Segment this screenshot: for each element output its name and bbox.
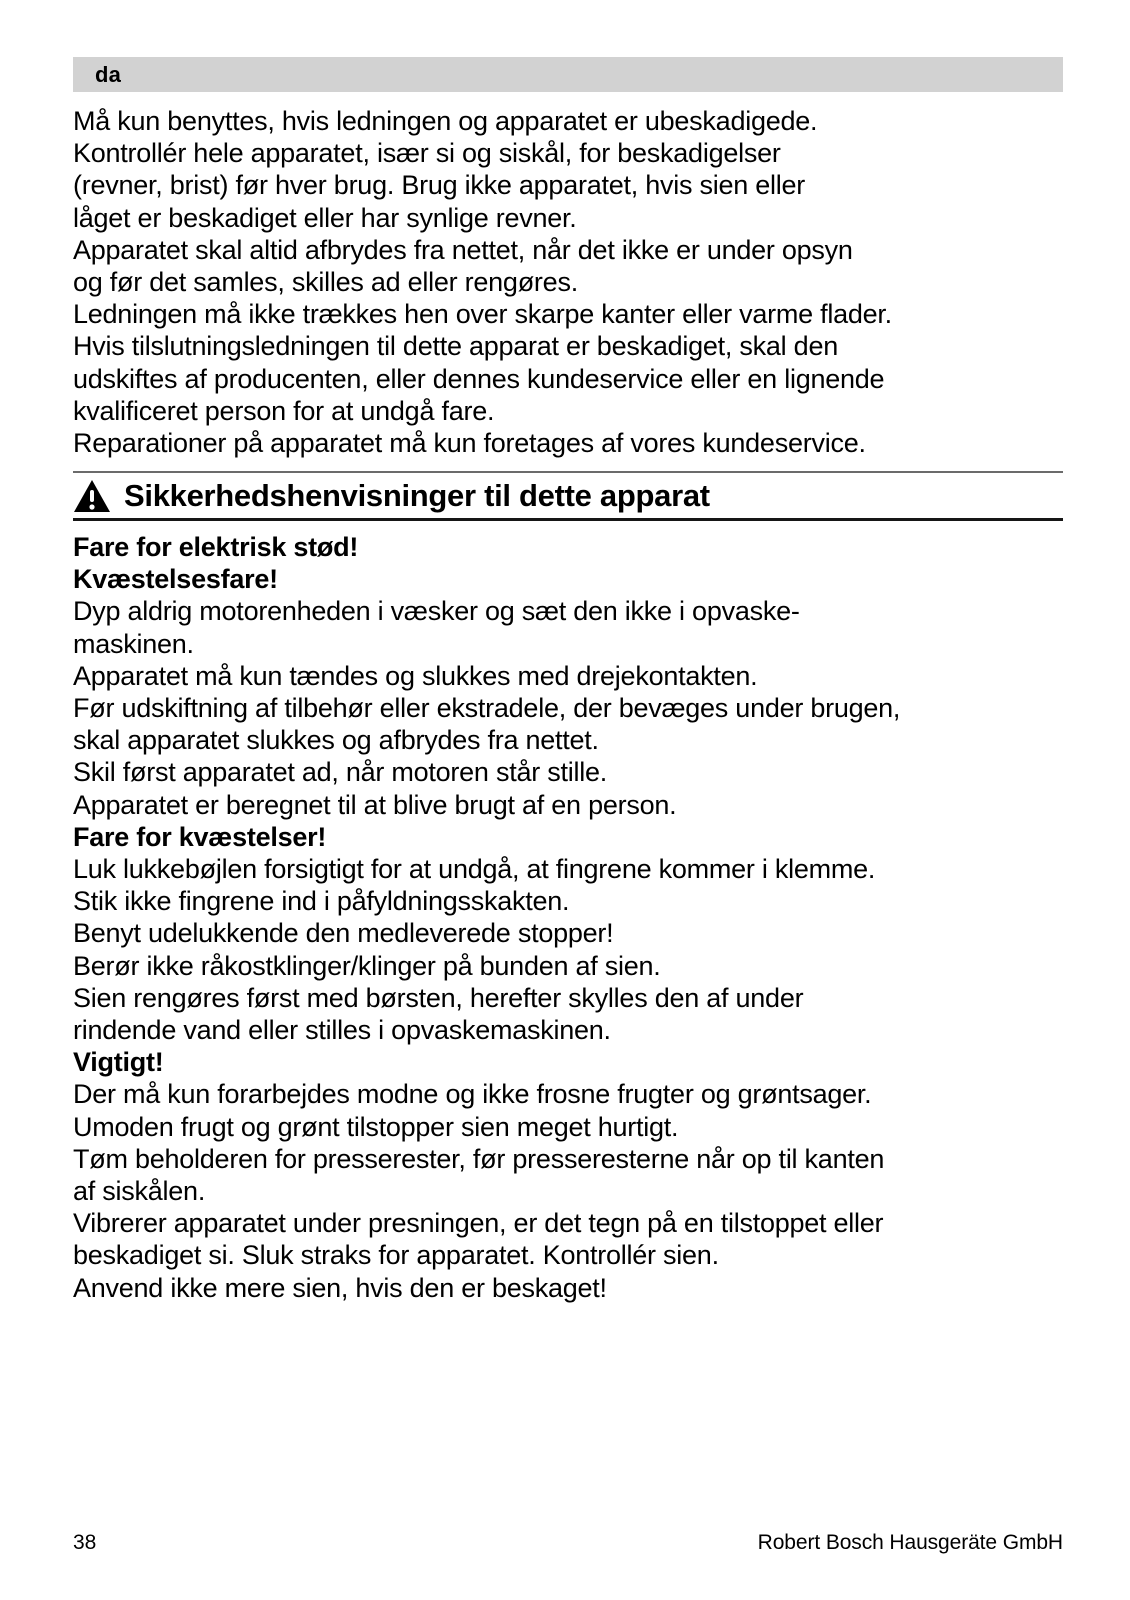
text-line: udskiftes af producenten, eller dennes kundeservice eller en lignende bbox=[73, 363, 885, 394]
text-line: Dyp aldrig motorenheden i væsker og sæt den ikke i opvaske- bbox=[73, 596, 800, 627]
text-line: Berør ikke råkostklinger/klinger på bunden af sien. bbox=[73, 950, 661, 981]
text-line: (revner, brist) før hver brug. Brug ikke apparatet, hvis sien eller bbox=[73, 170, 806, 201]
language-bar bbox=[73, 57, 1063, 92]
warning-triangle-icon bbox=[73, 479, 111, 513]
text-line: Fare for elektrisk stød! bbox=[73, 532, 359, 562]
text-line: Anvend ikke mere sien, hvis den er beskaget! bbox=[73, 1272, 607, 1303]
text-line: Benyt udelukkende den medleverede stopper! bbox=[73, 918, 614, 949]
text-line: Stik ikke fingrene ind i påfyldningsskakten. bbox=[73, 886, 570, 917]
text-line: og før det samles, skilles ad eller rengøres. bbox=[73, 267, 578, 298]
text-line: beskadiget si. Sluk straks for apparatet. Kontrollér sien. bbox=[73, 1240, 719, 1271]
section-title: Sikkerhedshenvisninger til dette apparat bbox=[124, 478, 710, 513]
text-line: Der må kun forarbejdes modne og ikke frosne frugter og grøntsager. bbox=[73, 1079, 872, 1110]
language-badge: da bbox=[95, 61, 122, 87]
text-line: rindende vand eller stilles i opvaskemaskinen. bbox=[73, 1015, 611, 1046]
text-line: Vigtigt! bbox=[73, 1047, 164, 1078]
text-line: Hvis tilslutningsledningen til dette apparat er beskadiget, skal den bbox=[73, 331, 838, 362]
text-line: Luk lukkebøjlen forsigtigt for at undgå, at fingrene kommer i klemme. bbox=[73, 854, 876, 885]
text-line: Reparationer på apparatet må kun foretages af vores kundeservice. bbox=[73, 428, 866, 459]
text-line: Ledningen må ikke trækkes hen over skarpe kanter eller varme flader. bbox=[73, 299, 892, 330]
intro-text bbox=[73, 105, 1068, 459]
text-line: Apparatet må kun tændes og slukkes med drejekontakten. bbox=[73, 660, 758, 691]
text-line: Kvæstelsesfare! bbox=[73, 564, 278, 595]
text-line: skal apparatet slukkes og afbrydes fra nettet. bbox=[73, 725, 599, 756]
text-line: af siskålen. bbox=[73, 1176, 206, 1207]
text-line: Skil først apparatet ad, når motoren står stille. bbox=[73, 757, 607, 788]
text-line: Må kun benyttes, hvis ledningen og apparatet er ubeskadigede. bbox=[73, 106, 818, 136]
text-line: Før udskiftning af tilbehør eller ekstradele, der bevæges under brugen, bbox=[73, 693, 901, 724]
text-line: kvalificeret person for at undgå fare. bbox=[73, 395, 495, 426]
text-line: Tøm beholderen for presserester, før presseresterne når op til kanten bbox=[73, 1143, 885, 1174]
company-name: Robert Bosch Hausgeräte GmbH bbox=[757, 1531, 1063, 1554]
text-line: Fare for kvæstelser! bbox=[73, 821, 327, 852]
text-line: Vibrerer apparatet under presningen, er det tegn på en tilstoppet eller bbox=[73, 1208, 884, 1239]
section-heading bbox=[73, 471, 1063, 521]
text-line: Kontrollér hele apparatet, især si og siskål, for beskadigelser bbox=[73, 138, 781, 169]
text-line: Umoden frugt og grønt tilstopper sien meget hurtigt. bbox=[73, 1111, 679, 1142]
safety-text bbox=[73, 531, 1068, 1304]
page-number: 38 bbox=[73, 1531, 97, 1554]
text-line: Sien rengøres først med børsten, herefter skylles den af under bbox=[73, 982, 804, 1013]
page-footer bbox=[73, 1531, 1063, 1555]
text-line: maskinen. bbox=[73, 628, 194, 659]
text-line: låget er beskadiget eller har synlige revner. bbox=[73, 202, 577, 233]
text-line: Apparatet skal altid afbrydes fra nettet, når det ikke er under opsyn bbox=[73, 234, 853, 265]
text-line: Apparatet er beregnet til at blive brugt af en person. bbox=[73, 789, 677, 820]
